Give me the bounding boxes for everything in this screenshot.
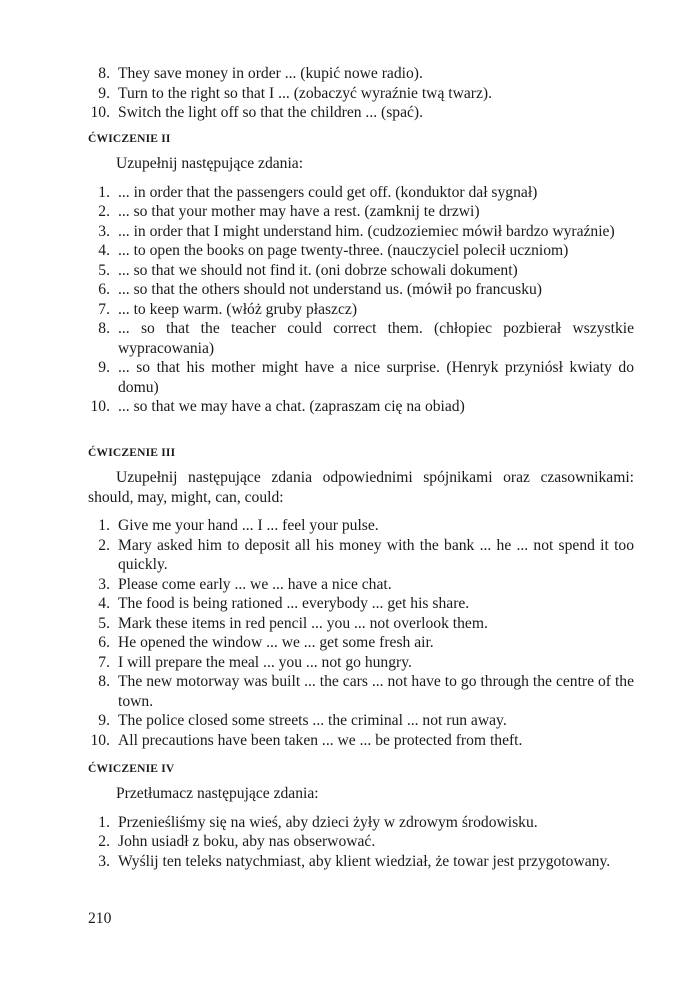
list-item: 9. ... so that his mother might have a nice surprise. (Henryk przyniósł kwiaty do domu): [98, 359, 634, 396]
list-item: 8. ... so that the teacher could correct them. (chłopiec pozbierał wszystkie wypracowania): [98, 320, 634, 357]
exercise-iii: [0, 444, 678, 750]
list-item: 9. The police closed some streets ... the criminal ... not run away.: [98, 712, 507, 729]
section-heading: ĆWICZENIE III: [88, 447, 176, 459]
list-item: 5. ... so that we should not find it. (oni dobrze schowali dokument): [98, 261, 518, 279]
top-exercise-list: [0, 64, 678, 123]
list-item: 10. All precautions have been taken ... we ... be protected from theft.: [90, 731, 523, 749]
section-instruction: Przetłumacz następujące zdania:: [116, 785, 319, 802]
list-item: 7. I will prepare the meal ... you ... not go hungry.: [98, 653, 412, 671]
list-item: 10. Switch the light off so that the children ... (spać).: [90, 104, 424, 121]
exercise-ii: [0, 130, 678, 417]
list-item: 4. ... to open the books on page twenty-three. (nauczyciel polecił uczniom): [98, 242, 569, 259]
section-instruction: Uzupełnij następujące zdania:: [116, 155, 304, 172]
section-instruction: Uzupełnij następujące zdania odpowiednimi spójnikami oraz czasownikami: should, may, might, can, could:: [88, 469, 634, 506]
list-item: 3. ... in order that I might understand him. (cudzoziemiec mówił bardzo wyraźnie): [98, 222, 615, 240]
list-item: 1. ... in order that the passengers could get off. (konduktor dał sygnał): [98, 183, 538, 201]
list-item: 2. ... so that your mother may have a rest. (zamknij te drzwi): [98, 203, 480, 220]
page-number: 210: [88, 910, 112, 927]
list-item: 6. ... so that the others should not understand us. (mówił po francusku): [98, 281, 543, 298]
list-item: 5. Mark these items in red pencil ... you ... not overlook them.: [98, 614, 488, 632]
list-item: 3. Wyślij ten teleks natychmiast, aby klient wiedział, że towar jest przygotowany.: [98, 852, 611, 870]
list-item: 4. The food is being rationed ... everybody ... get his share.: [98, 595, 470, 612]
list-item: 8. The new motorway was built ... the cars ... not have to go through the centre of the town.: [98, 673, 634, 710]
list-item: 2. Mary asked him to deposit all his money with the bank ... he ... not spend it too quickly.: [98, 536, 634, 573]
list-item: 10. ... so that we may have a chat. (zapraszam cię na obiad): [90, 398, 465, 415]
list-item: 6. He opened the window ... we ... get some fresh air.: [98, 634, 434, 651]
exercise-iv: [0, 760, 678, 871]
list-item: 1. Give me your hand ... I ... feel your pulse.: [98, 517, 379, 534]
list-item: 3. Please come early ... we ... have a nice chat.: [98, 575, 392, 593]
section-heading: ĆWICZENIE II: [88, 133, 171, 145]
section-heading: ĆWICZENIE IV: [88, 763, 175, 775]
list-item: 7. ... to keep warm. (włóż gruby płaszcz): [98, 300, 358, 318]
list-item: 2. John usiadł z boku, aby nas obserwować.: [98, 833, 376, 850]
exercise-list: [0, 183, 678, 417]
exercise-list: [0, 516, 678, 750]
list-item: 9. Turn to the right so that I ... (zobaczyć wyraźnie twą twarz).: [98, 84, 492, 102]
exercise-list: [0, 813, 678, 872]
list-item: 1. Przenieśliśmy się na wieś, aby dzieci żyły w zdrowym środowisku.: [98, 813, 538, 831]
list-item: 8. They save money in order ... (kupić nowe radio).: [98, 65, 423, 82]
